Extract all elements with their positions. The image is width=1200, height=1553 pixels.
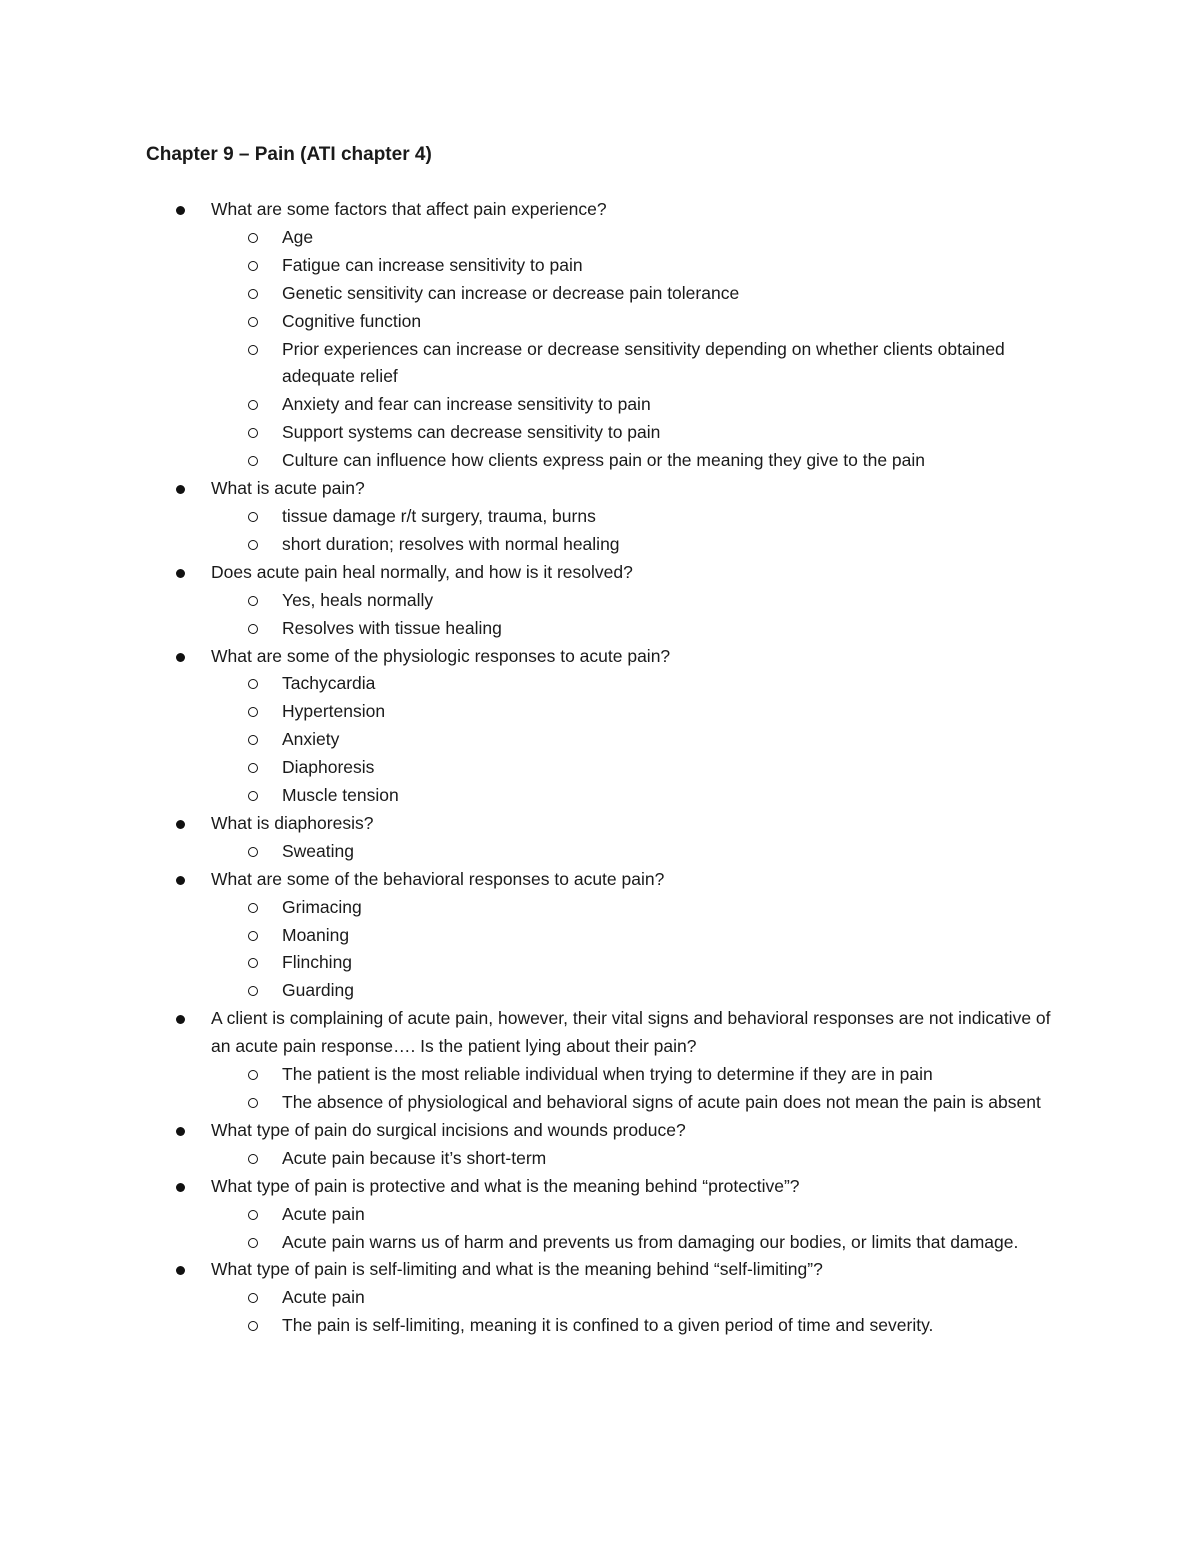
answer-item: Anxiety and fear can increase sensitivity to pain: [0, 391, 1062, 419]
page-title: Chapter 9 – Pain (ATI chapter 4): [146, 144, 432, 165]
question-item: What are some factors that affect pain experience?: [0, 196, 1071, 224]
answer-item: tissue damage r/t surgery, trauma, burns: [0, 503, 1062, 531]
answer-item: Diaphoresis: [0, 754, 1062, 782]
answer-item: Resolves with tissue healing: [0, 615, 1062, 643]
answer-item: Muscle tension: [0, 782, 1062, 810]
answer-item: Acute pain: [0, 1284, 1062, 1312]
answer-item: Flinching: [0, 949, 1062, 977]
question-item: What are some of the behavioral responses to acute pain?: [0, 866, 1071, 894]
question-item: What are some of the physiologic responses to acute pain?: [0, 643, 1071, 671]
question-list: [0, 196, 1200, 1340]
answer-item: Cognitive function: [0, 308, 1062, 336]
answer-item: Acute pain warns us of harm and prevents us from damaging our bodies, or limits that damage.: [0, 1229, 1062, 1257]
answer-item: Anxiety: [0, 726, 1062, 754]
question-item: What is diaphoresis?: [0, 810, 1071, 838]
answer-item: Acute pain because it’s short-term: [0, 1145, 1062, 1173]
answer-item: Moaning: [0, 922, 1062, 950]
answer-item: Genetic sensitivity can increase or decrease pain tolerance: [0, 280, 1062, 308]
answer-item: Fatigue can increase sensitivity to pain: [0, 252, 1062, 280]
answer-item: Prior experiences can increase or decrease sensitivity depending on whether clients obtained adequate relief: [0, 336, 1062, 392]
answer-item: Hypertension: [0, 698, 1062, 726]
answer-item: The absence of physiological and behavioral signs of acute pain does not mean the pain is absent: [0, 1089, 1062, 1117]
answer-item: Support systems can decrease sensitivity to pain: [0, 419, 1062, 447]
question-item: What type of pain is self-limiting and what is the meaning behind “self-limiting”?: [0, 1256, 1071, 1284]
answer-item: short duration; resolves with normal healing: [0, 531, 1062, 559]
question-item: What type of pain is protective and what is the meaning behind “protective”?: [0, 1173, 1071, 1201]
answer-item: Guarding: [0, 977, 1062, 1005]
answer-item: Grimacing: [0, 894, 1062, 922]
answer-item: Culture can influence how clients express pain or the meaning they give to the pain: [0, 447, 1062, 475]
answer-item: The pain is self-limiting, meaning it is confined to a given period of time and severity.: [0, 1312, 1062, 1340]
answer-item: Acute pain: [0, 1201, 1062, 1229]
answer-item: Age: [0, 224, 1062, 252]
answer-item: The patient is the most reliable individual when trying to determine if they are in pain: [0, 1061, 1062, 1089]
question-item: What type of pain do surgical incisions and wounds produce?: [0, 1117, 1071, 1145]
answer-item: Yes, heals normally: [0, 587, 1062, 615]
answer-item: Tachycardia: [0, 670, 1062, 698]
question-item: Does acute pain heal normally, and how is it resolved?: [0, 559, 1071, 587]
answer-item: Sweating: [0, 838, 1062, 866]
question-item: A client is complaining of acute pain, however, their vital signs and behavioral responses are not indicative of an acute pain response…. Is the patient lying about their pain?: [0, 1005, 1071, 1061]
question-item: What is acute pain?: [0, 475, 1071, 503]
